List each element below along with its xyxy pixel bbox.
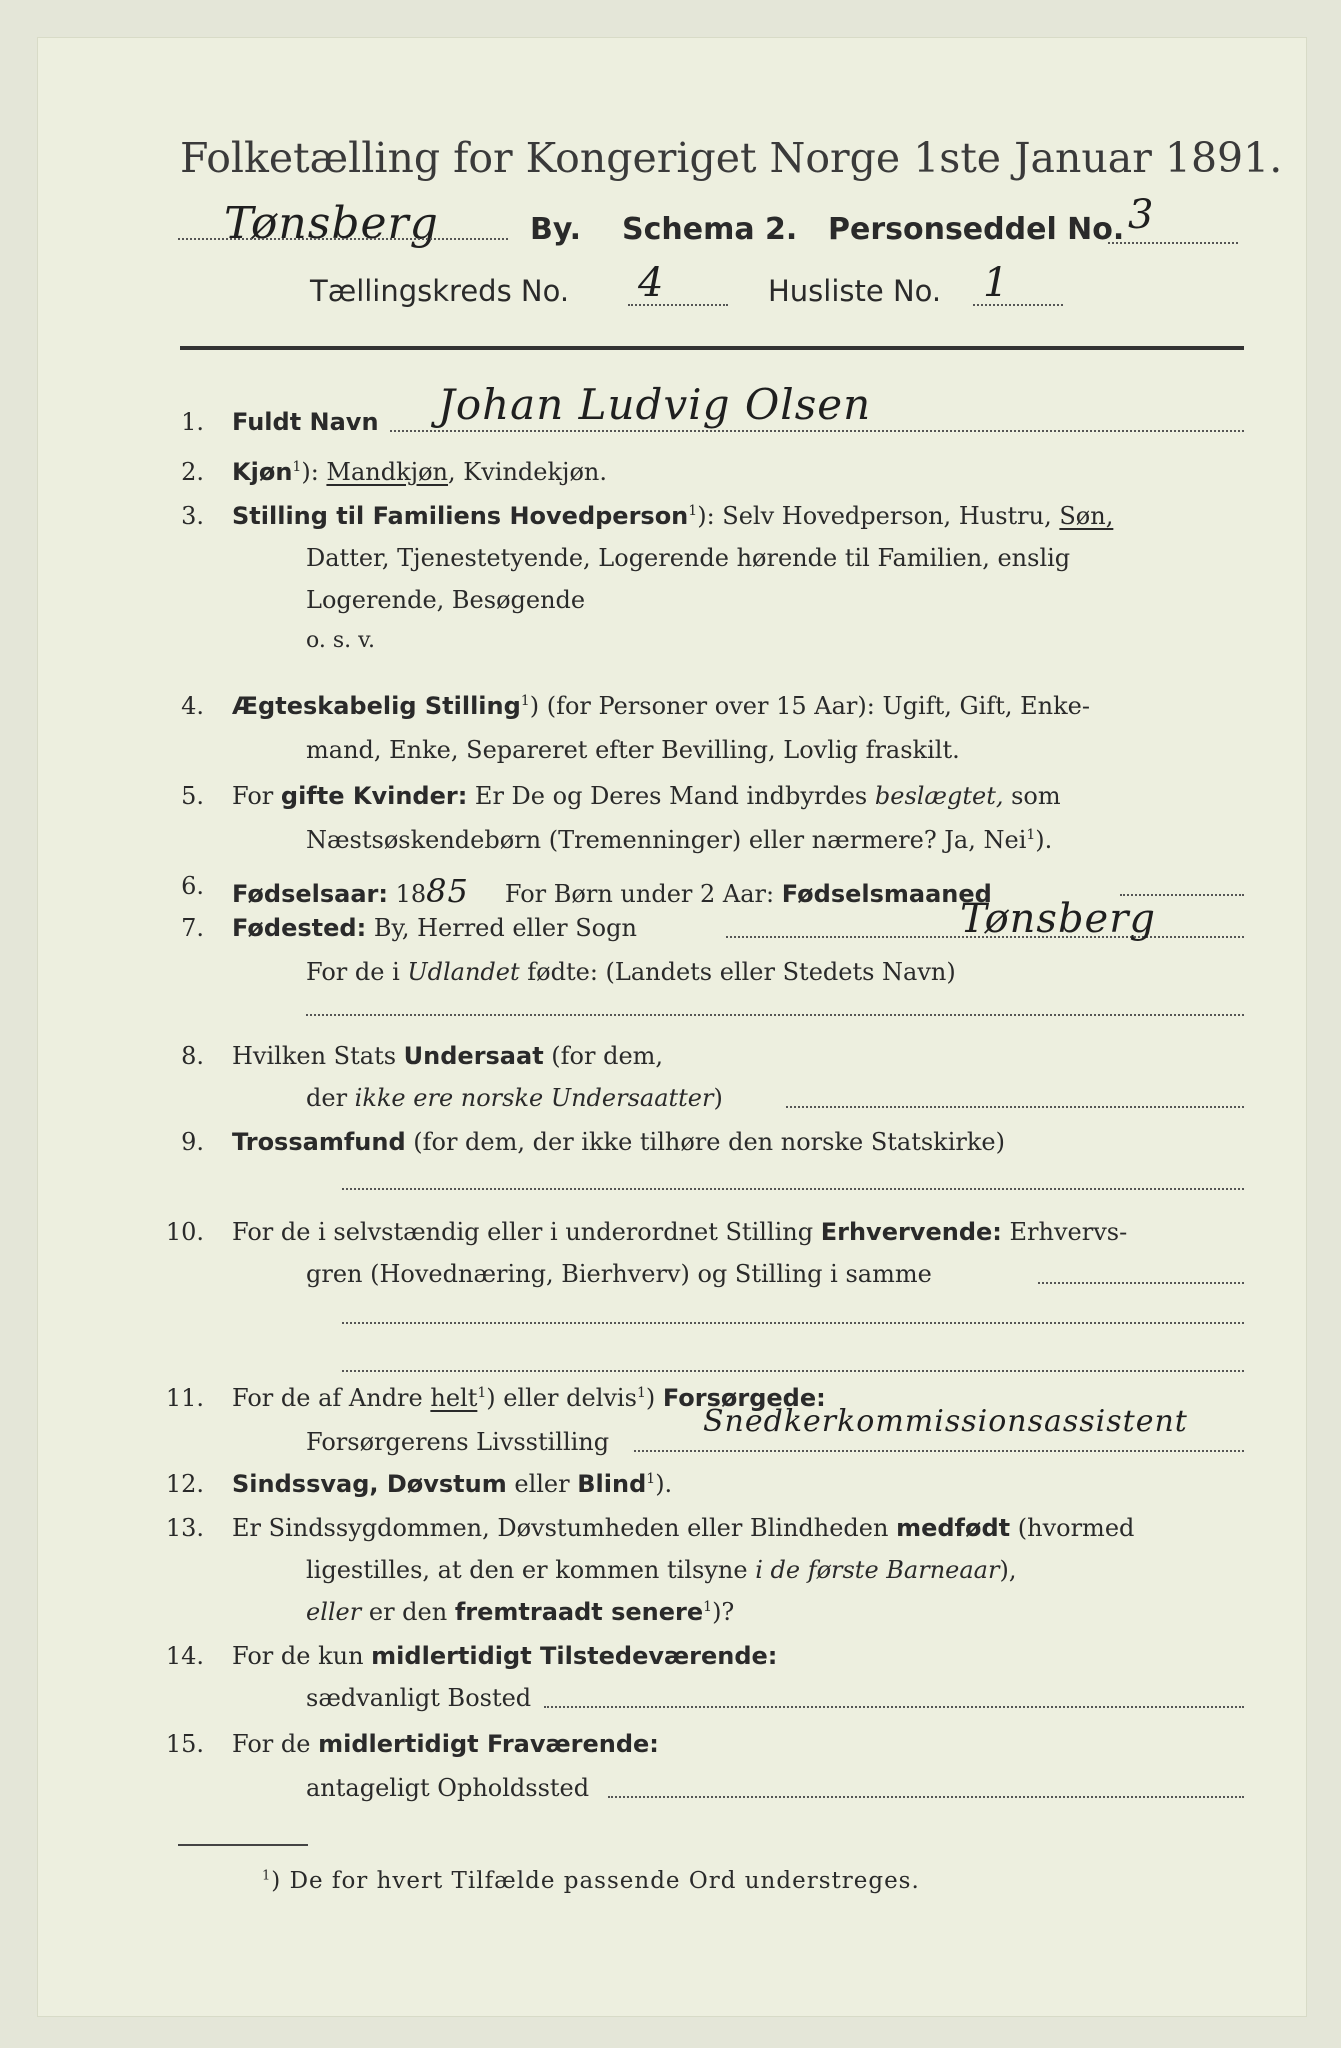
q11-line2: Forsørgerens Livsstilling bbox=[306, 1428, 610, 1456]
q2-opt-mandkjon: Mandkjøn bbox=[326, 458, 449, 486]
q3-line2: Datter, Tjenestetyende, Logerende hørende til Familien, enslig bbox=[306, 544, 1071, 572]
q11-mid2: ) bbox=[645, 1384, 663, 1412]
q5-line2 bbox=[306, 826, 1052, 854]
q13-line2-pre: ligestilles, at den er kommen tilsyne bbox=[306, 1556, 756, 1584]
personseddel-number: 3 bbox=[1128, 192, 1155, 238]
q8-line2-pre: der bbox=[306, 1084, 355, 1112]
q11-helt: helt bbox=[430, 1384, 478, 1412]
q2-opt-kvindekjon: Kvindekjøn. bbox=[463, 458, 608, 486]
q3-label: Stilling til Familiens Hovedperson bbox=[232, 502, 689, 530]
q12-sup: 1 bbox=[646, 1471, 656, 1487]
q8-number: 8. bbox=[181, 1042, 204, 1070]
q2-label: Kjøn bbox=[232, 458, 293, 486]
q4-label: Ægteskabelig Stilling bbox=[232, 692, 521, 720]
q7-label: Fødested: bbox=[232, 914, 367, 942]
husliste-label: Husliste No. bbox=[768, 274, 942, 308]
q4-line2: mand, Enke, Separeret efter Bevilling, Lovlig fraskilt. bbox=[306, 736, 960, 764]
q7-answer-dotline bbox=[306, 1014, 1244, 1016]
q13-line3 bbox=[306, 1598, 734, 1626]
header-rule bbox=[180, 346, 1244, 350]
q14-line1 bbox=[232, 1642, 777, 1670]
q2-sep: , bbox=[448, 458, 456, 486]
q2-line bbox=[232, 458, 607, 486]
q5-line2-text: Næstsøskendebørn (Tremenninger) eller nærmere? Ja, Nei bbox=[306, 826, 1027, 854]
husliste-number: 1 bbox=[983, 260, 1010, 306]
q11-answer: Snedkerkommissionsassistent bbox=[703, 1404, 1188, 1439]
q8-line2 bbox=[306, 1084, 723, 1112]
q2-colon: ): bbox=[301, 458, 319, 486]
taellingskreds-label: Tællingskreds No. bbox=[310, 274, 570, 308]
taellingskreds-dotline bbox=[628, 304, 728, 306]
q6-year-handwritten: 85 bbox=[426, 872, 469, 910]
q7-answer: Tønsberg bbox=[960, 896, 1156, 942]
q14-number: 14. bbox=[165, 1642, 204, 1670]
footnote bbox=[262, 1868, 920, 1894]
q11-number: 11. bbox=[165, 1384, 204, 1412]
q7-number: 7. bbox=[181, 914, 204, 942]
husliste-dotline bbox=[973, 304, 1063, 306]
q10-label: Erhvervende: bbox=[820, 1218, 1002, 1246]
q4-number: 4. bbox=[181, 692, 204, 720]
q14-pre: For de kun bbox=[232, 1642, 372, 1670]
q6-number: 6. bbox=[181, 872, 204, 900]
city-handwritten: Tønsberg bbox=[224, 198, 439, 249]
schema-label: Schema 2. bbox=[622, 212, 798, 247]
q7-line2-rest: fødte: (Landets eller Stedets Navn) bbox=[519, 958, 956, 986]
q15-pre: For de bbox=[232, 1730, 319, 1758]
q5-beslaegtet: beslægtet, bbox=[874, 782, 1004, 810]
q14-label: midlertidigt Tilstedeværende: bbox=[371, 1642, 778, 1670]
q6-label: Fødselsaar: bbox=[232, 880, 388, 908]
census-form-page bbox=[38, 38, 1306, 2016]
q3-line3: Logerende, Besøgende bbox=[306, 586, 586, 614]
q1-label: Fuldt Navn bbox=[232, 408, 379, 436]
q5-line1 bbox=[232, 782, 1061, 810]
q10-number: 10. bbox=[165, 1218, 204, 1246]
q3-line1 bbox=[232, 502, 1113, 530]
q13-sup: 1 bbox=[703, 1599, 713, 1615]
q1-answer: Johan Ludvig Olsen bbox=[438, 380, 872, 429]
q10-dotline3 bbox=[342, 1370, 1244, 1372]
footnote-rule bbox=[178, 1844, 308, 1846]
q13-line1 bbox=[232, 1514, 1134, 1542]
q9-line1 bbox=[232, 1128, 1005, 1156]
q5-label: gifte Kvinder: bbox=[280, 782, 468, 810]
q11-mid: ) eller delvis bbox=[486, 1384, 637, 1412]
q5-line2-end: ). bbox=[1035, 826, 1053, 854]
q15-number: 15. bbox=[165, 1730, 204, 1758]
q5-number: 5. bbox=[181, 782, 204, 810]
q4-line1 bbox=[232, 692, 1090, 720]
q2-sup: 1 bbox=[292, 459, 302, 475]
q10-line1 bbox=[232, 1218, 1127, 1246]
q6-year-prefix: 18 bbox=[388, 880, 427, 908]
q1-number: 1. bbox=[181, 408, 204, 436]
q5-pre: For bbox=[232, 782, 281, 810]
q11-sup2: 1 bbox=[636, 1385, 646, 1401]
q13-label: medfødt bbox=[896, 1514, 1011, 1542]
q9-dotline bbox=[342, 1188, 1244, 1190]
q9-number: 9. bbox=[181, 1128, 204, 1156]
by-label: By. bbox=[530, 212, 582, 247]
q7-line1-rest: By, Herred eller Sogn bbox=[366, 914, 637, 942]
q8-line2-italic: ikke ere norske Undersaatter bbox=[354, 1084, 714, 1112]
q3-son: Søn, bbox=[1059, 502, 1114, 530]
q15-line2: antageligt Opholdssted bbox=[306, 1774, 590, 1802]
q3-line1-rest: ): Selv Hovedperson, Hustru, bbox=[697, 502, 1052, 530]
q8-line2-end: ) bbox=[713, 1084, 723, 1112]
q11-label: Forsørgede: bbox=[662, 1384, 826, 1412]
footnote-text: ) De for hvert Tilfælde passende Ord understreges. bbox=[271, 1868, 920, 1894]
q9-label: Trossamfund bbox=[232, 1128, 406, 1156]
q5-line2-sup: 1 bbox=[1026, 827, 1036, 843]
q6-line bbox=[232, 872, 992, 910]
q13-line2 bbox=[306, 1556, 1016, 1584]
q15-label: midlertidigt Fraværende: bbox=[318, 1730, 659, 1758]
q9-line1-rest: (for dem, der ikke tilhøre den norske Statskirke) bbox=[405, 1128, 1005, 1156]
q7-line2 bbox=[306, 958, 956, 986]
q14-dotline bbox=[544, 1706, 1244, 1708]
q4-line1-rest: ) (for Personer over 15 Aar): Ugift, Gift, Enke- bbox=[529, 692, 1090, 720]
q5-line1-rest: Er De og Deres Mand indbyrdes bbox=[467, 782, 875, 810]
q8-line1 bbox=[232, 1042, 663, 1070]
footnote-sup: 1 bbox=[262, 1868, 272, 1884]
q13-line1-rest: (hvormed bbox=[1010, 1514, 1135, 1542]
q10-dotline1 bbox=[1038, 1282, 1244, 1284]
q8-dotline bbox=[786, 1106, 1244, 1108]
personseddel-label: Personseddel No. bbox=[828, 212, 1125, 247]
q3-sup: 1 bbox=[688, 503, 698, 519]
q3-line4: o. s. v. bbox=[306, 628, 375, 653]
q6-middle: For Børn under 2 Aar: bbox=[504, 880, 782, 908]
personseddel-dotline bbox=[1108, 242, 1238, 244]
q13-line3-italic: eller bbox=[306, 1598, 362, 1626]
q7-line2-pre: For de i bbox=[306, 958, 408, 986]
q4-sup: 1 bbox=[520, 693, 530, 709]
taellingskreds-number: 4 bbox=[638, 260, 665, 306]
q10-dotline2 bbox=[342, 1322, 1244, 1324]
q14-line2: sædvanligt Bosted bbox=[306, 1684, 532, 1712]
q13-label2: fremtraadt senere bbox=[454, 1598, 704, 1626]
q8-label: Undersaat bbox=[403, 1042, 544, 1070]
q12-label: Sindssvag, Døvstum bbox=[232, 1470, 507, 1498]
q12-end: ). bbox=[655, 1470, 673, 1498]
q7-udlandet: Udlandet bbox=[407, 958, 520, 986]
q10-line1-rest: Erhvervs- bbox=[1001, 1218, 1128, 1246]
q10-line2: gren (Hovednæring, Bierhverv) og Stilling i samme bbox=[306, 1260, 932, 1288]
q8-line1-rest: (for dem, bbox=[543, 1042, 664, 1070]
city-dotline bbox=[178, 238, 508, 240]
q12-mid: eller bbox=[506, 1470, 578, 1498]
q13-line2-end: ), bbox=[999, 1556, 1017, 1584]
q6-label2: Fødselsmaaned bbox=[781, 880, 992, 908]
q11-sup: 1 bbox=[477, 1385, 487, 1401]
q3-number: 3. bbox=[181, 502, 204, 530]
q15-dotline bbox=[608, 1796, 1244, 1798]
q11-dotline bbox=[634, 1450, 1244, 1452]
form-title: Folketælling for Kongeriget Norge 1ste Januar 1891. bbox=[180, 134, 1283, 182]
q2-number: 2. bbox=[181, 458, 204, 486]
q8-line1-pre: Hvilken Stats bbox=[232, 1042, 404, 1070]
q5-line1-end: som bbox=[1003, 782, 1061, 810]
q13-line3-end: )? bbox=[712, 1598, 735, 1626]
q13-line3-mid: er den bbox=[361, 1598, 455, 1626]
q13-line2-italic: i de første Barneaar bbox=[755, 1556, 1000, 1584]
q7-line1 bbox=[232, 914, 637, 942]
q13-number: 13. bbox=[165, 1514, 204, 1542]
q11-line1-pre: For de af Andre bbox=[232, 1384, 431, 1412]
q12-number: 12. bbox=[165, 1470, 204, 1498]
q13-line1-pre: Er Sindssygdommen, Døvstumheden eller Blindheden bbox=[232, 1514, 897, 1542]
q10-line1-pre: For de i selvstændig eller i underordnet Stilling bbox=[232, 1218, 821, 1246]
q15-line1 bbox=[232, 1730, 659, 1758]
q12-line bbox=[232, 1470, 672, 1498]
q12-label2: Blind bbox=[577, 1470, 647, 1498]
q1-dotline bbox=[390, 430, 1244, 432]
